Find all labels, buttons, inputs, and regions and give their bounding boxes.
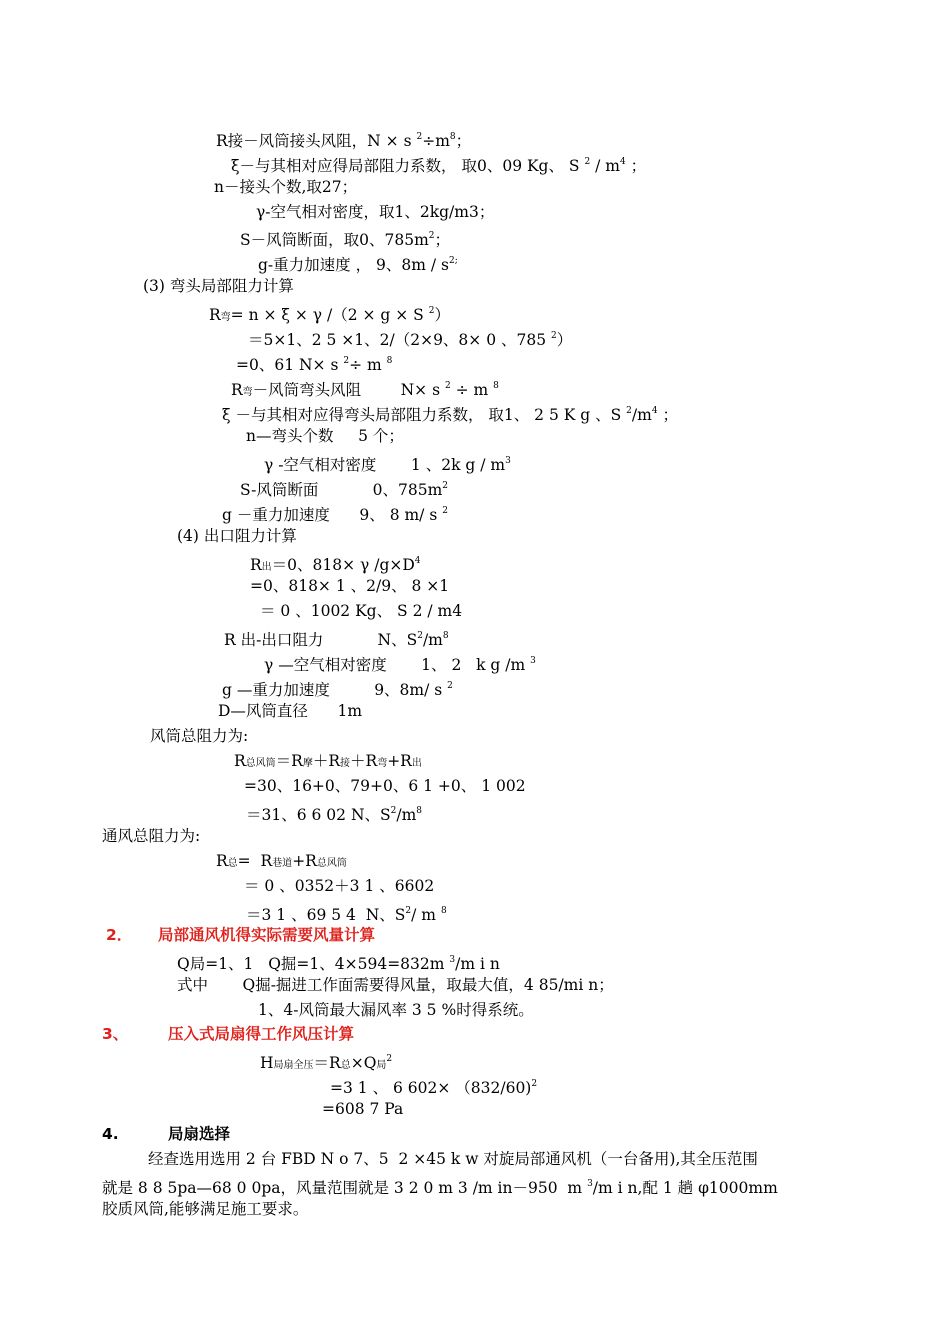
formula-line: R弯= n × ξ × γ /（2 × g × S $^2$）	[209, 306, 450, 324]
heading-3-title: 压入式局扇得工作风压计算	[168, 1025, 355, 1043]
formula-line: 1、4-风筒最大漏风率 3 5 %时得系统。	[258, 1001, 534, 1019]
formula-line: ξ －与其相对应得弯头局部阻力系数， 取1、 2 5 K g 、S $^2/m^4$ ；	[222, 406, 678, 424]
paragraph-line: 经查选用选用 2 台 FBD N o 7、5 2 ×45 k w 对旋局部通风机（一台备用),其全压范围	[148, 1150, 758, 1168]
heading-3-number: 3、	[102, 1025, 129, 1043]
paragraph-line: 就是 8 8 5pa—68 0 0pa，风量范围就是 3 2 0 m 3 /m in－950 m $^3$/m i n,配 1 趟 φ1000mm	[102, 1179, 778, 1197]
formula-line: g —重力加速度 9、8m/ s $^2$	[222, 681, 453, 699]
formula-line: ＝ 0 、1002 Kg、 S 2 / m4	[260, 602, 463, 620]
section-heading: (4) 出口阻力计算	[177, 527, 297, 545]
formula-line: R弯－风筒弯头风阻 N× s $^2$ ÷ m $^8$	[231, 381, 499, 399]
paragraph-line: 胶质风筒,能够满足施工要求。	[102, 1200, 309, 1218]
formula-line: ＝ 0 、0352＋3 1 、6602	[244, 877, 435, 895]
formula-line: S-风筒断面 0、$785m^2$	[240, 481, 448, 499]
heading-2-number: 2．	[106, 926, 133, 944]
formula-line: R出＝0、818× γ $/g\times D^4$	[250, 556, 421, 574]
formula-line: R总= R巷道+R总风筒	[216, 852, 347, 870]
formula-line: ＝31、6 6 02 N、$S^2/m^8$	[246, 806, 423, 824]
formula-line: H局扇全压＝R总×Q局$^2$	[260, 1054, 393, 1072]
formula-line: S－风筒断面，取0、$785m^2$；	[240, 231, 451, 249]
section-heading: 通风总阻力为:	[102, 827, 201, 845]
formula-line: g －重力加速度 9、 8 m/ s $^2$	[222, 506, 448, 524]
formula-line: ξ－与其相对应得局部阻力系数， 取0、09 Kg、 S $^2 / m^4$ ；	[231, 157, 647, 175]
formula-line: R 出-出口阻力 N、$S^2/m^8$	[224, 631, 449, 649]
heading-4-title: 局扇选择	[168, 1125, 231, 1143]
formula-line: ＝5×1、2 5 ×1、2/（2×9、8× 0 、785 $^2$）	[248, 331, 573, 349]
formula-line: γ-空气相对密度，取1、2kg/m3；	[256, 203, 495, 221]
section-heading: (3) 弯头局部阻力计算	[143, 277, 294, 295]
heading-2-title: 局部通风机得实际需要风量计算	[158, 926, 376, 944]
formula-line: Q局=1、1 Q掘=1、4×594=832m $^3$/m i n	[177, 955, 500, 973]
formula-line: n－接头个数,取27；	[214, 178, 358, 196]
formula-line: 式中 Q掘-掘进工作面需要得风量，取最大值，4 85/mi n；	[177, 976, 614, 994]
formula-line: =0、818× 1 、2/9、 8 ×1	[250, 577, 450, 595]
formula-line: γ —空气相对密度 1、 2 k g /m $^3$	[264, 656, 536, 674]
formula-line: =608 7 Pa	[322, 1100, 404, 1118]
formula-line: g-重力加速度 ， 9、$8m / s^{2;}$	[258, 256, 458, 274]
formula-line: γ -空气相对密度 1 、2k g / $m^3$	[264, 456, 511, 474]
section-heading: 风筒总阻力为:	[150, 727, 249, 745]
formula-line: R总风筒＝R摩＋R接＋R弯+R出	[234, 752, 422, 770]
formula-line: D—风筒直径 1m	[218, 702, 363, 720]
heading-4-number: 4.	[102, 1125, 119, 1143]
formula-line: R接－风筒接头风阻，N × s $^2\div m^8$；	[216, 132, 472, 150]
formula-line: ＝3 1 、69 5 4 N、$S^2/$ m $^8$	[246, 906, 447, 924]
formula-line: =0、61 N× s $^2$÷ m $^8$	[236, 356, 393, 374]
formula-line: =3 1 、 6 602× （832/60)$^2$	[330, 1079, 538, 1097]
formula-line: =30、16+0、79+0、6 1 +0、 1 002	[244, 777, 526, 795]
formula-line: n—弯头个数 5 个；	[246, 427, 404, 445]
